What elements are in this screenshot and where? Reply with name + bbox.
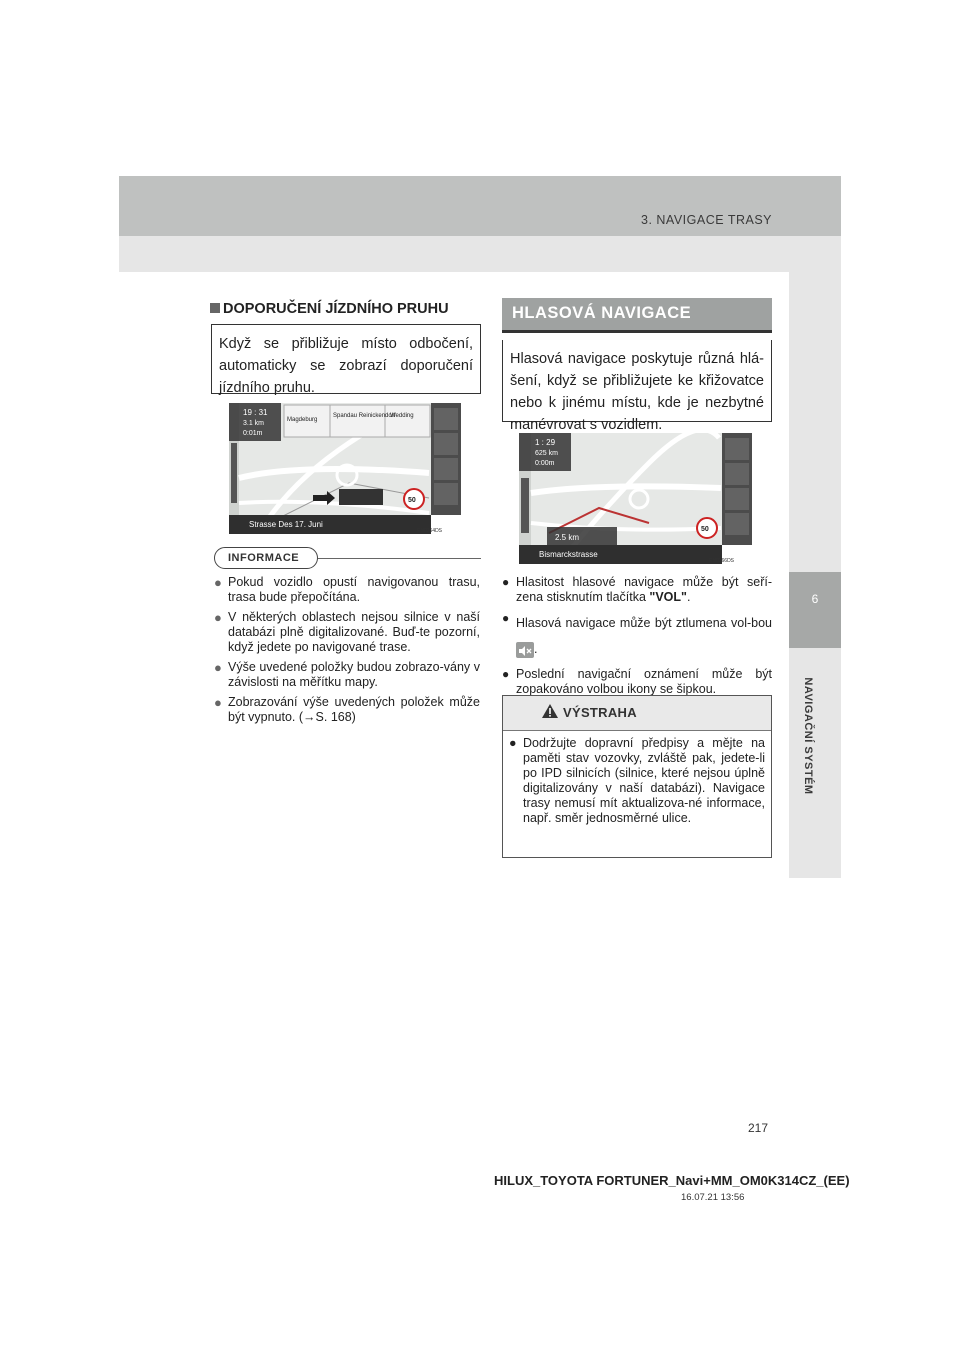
square-bullet-icon xyxy=(210,303,220,313)
info-rule xyxy=(318,558,481,559)
bullet-icon: ● xyxy=(214,610,222,625)
warning-box xyxy=(502,695,772,858)
bullet-icon: ● xyxy=(502,611,510,625)
section-title-lane: DOPORUČENÍ JÍZDNÍHO PRUHU xyxy=(210,301,449,317)
voice-list xyxy=(502,575,772,702)
eta-time: 1 : 29 xyxy=(535,438,556,447)
screenshot-lane-guidance xyxy=(229,403,461,534)
list-item: ● V některých oblastech nejsou silnice v naší databázi plně digitalizované. Buď-te pozorní, když jedete po navigované trase. xyxy=(214,610,480,654)
banner-underline xyxy=(502,330,772,333)
warning-triangle-icon xyxy=(541,703,559,719)
bullet-icon: ● xyxy=(502,575,510,589)
tab-number: 6 xyxy=(811,592,819,606)
image-code: EN0264DS xyxy=(417,528,443,534)
vol-key: "VOL" xyxy=(649,590,687,604)
lane-label-2: Spandau Reinickendorf xyxy=(333,413,396,419)
bullet-icon: ● xyxy=(502,667,510,681)
sidebar-label-text: NAVIGAČNÍ SYSTÉM xyxy=(802,677,814,795)
bullet-icon: ● xyxy=(214,695,222,710)
speed-limit: 50 xyxy=(701,526,709,533)
footer-title: HILUX_TOYOTA FORTUNER_Navi+MM_OM0K314CZ_(EE) xyxy=(494,1173,850,1188)
bullet-icon: ● xyxy=(509,736,517,750)
sidebar-label xyxy=(798,660,818,820)
eta-time: 19 : 31 xyxy=(243,408,268,417)
remaining-distance: 3.1 km xyxy=(243,420,265,427)
chapter-title: 3. NAVIGACE TRASY xyxy=(641,213,772,227)
lane-label-1: Magdeburg xyxy=(287,417,318,423)
map-voice-svg xyxy=(519,433,752,564)
image-code: EN0266DS xyxy=(709,558,735,564)
section-banner-voice: HLASOVÁ NAVIGACE xyxy=(502,298,772,330)
warning-title: VÝSTRAHA xyxy=(563,705,637,720)
bullet-icon: ● xyxy=(214,660,222,675)
list-item: ● Pokud vozidlo opustí navigovanou trasu, trasa bude přepočítána. xyxy=(214,575,480,604)
list-item: ● Výše uvedené položky budou zobrazo-vány v závislosti na měřítku mapy. xyxy=(214,660,480,689)
footer-date: 16.07.21 13:56 xyxy=(681,1192,745,1203)
list-item: ● Zobrazování výše uvedených položek může být vypnuto. (→S. 168) xyxy=(214,695,480,724)
list-item: ● Hlasitost hlasové navigace může být seří-zena stisknutím tlačítka "VOL". xyxy=(502,575,772,604)
remaining-time: 0:00m xyxy=(535,460,555,467)
warning-header xyxy=(503,696,771,731)
list-item: ● Poslední navigační oznámení může být zopakováno volbou ikony se šipkou. xyxy=(502,667,772,696)
current-street: Bismarckstrasse xyxy=(539,550,598,559)
mute-icon xyxy=(516,642,534,658)
header-band xyxy=(119,176,841,236)
sidebar-top xyxy=(789,236,841,572)
header-subband xyxy=(119,236,841,272)
remaining-distance: 625 km xyxy=(535,450,558,457)
near-distance: 2.5 km xyxy=(555,533,580,542)
sidebar-tab[interactable] xyxy=(789,572,841,648)
remaining-time: 0:01m xyxy=(243,430,263,437)
warning-text: ● Dodržujte dopravní předpisy a mějte na paměti stav vozovky, zvláště pak, jedete-li po IPD silnicích (silnice, které nejsou úplně digitalizovány v naší databázi). Navigace trasy nemusí mít aktualizova-né informace, např. směr jednosměrné ulice. xyxy=(509,736,765,825)
bullet-icon: ● xyxy=(214,575,222,590)
page-number: 217 xyxy=(748,1121,769,1135)
intro-box-voice: Hlasová navigace poskytuje různá hlá-šení, když se přibližujete ke křižovatce nebo k jinému místu, kde je nezbytné manévrovat s vozidlem. xyxy=(502,340,772,422)
screenshot-voice-guidance xyxy=(519,433,752,564)
speed-limit: 50 xyxy=(408,497,416,504)
lane-label-3: Wedding xyxy=(390,413,414,419)
current-street: Strasse Des 17. Juni xyxy=(249,520,323,529)
info-list xyxy=(214,575,480,730)
list-item: ● Hlasová navigace může být ztlumena vol-bou . xyxy=(502,610,772,662)
intro-box-lane: Když se přibližuje místo odbočení, automaticky se zobrazí doporučení jízdního pruhu. xyxy=(211,324,481,394)
info-label: INFORMACE xyxy=(214,547,318,569)
map-lane-svg xyxy=(229,403,461,534)
